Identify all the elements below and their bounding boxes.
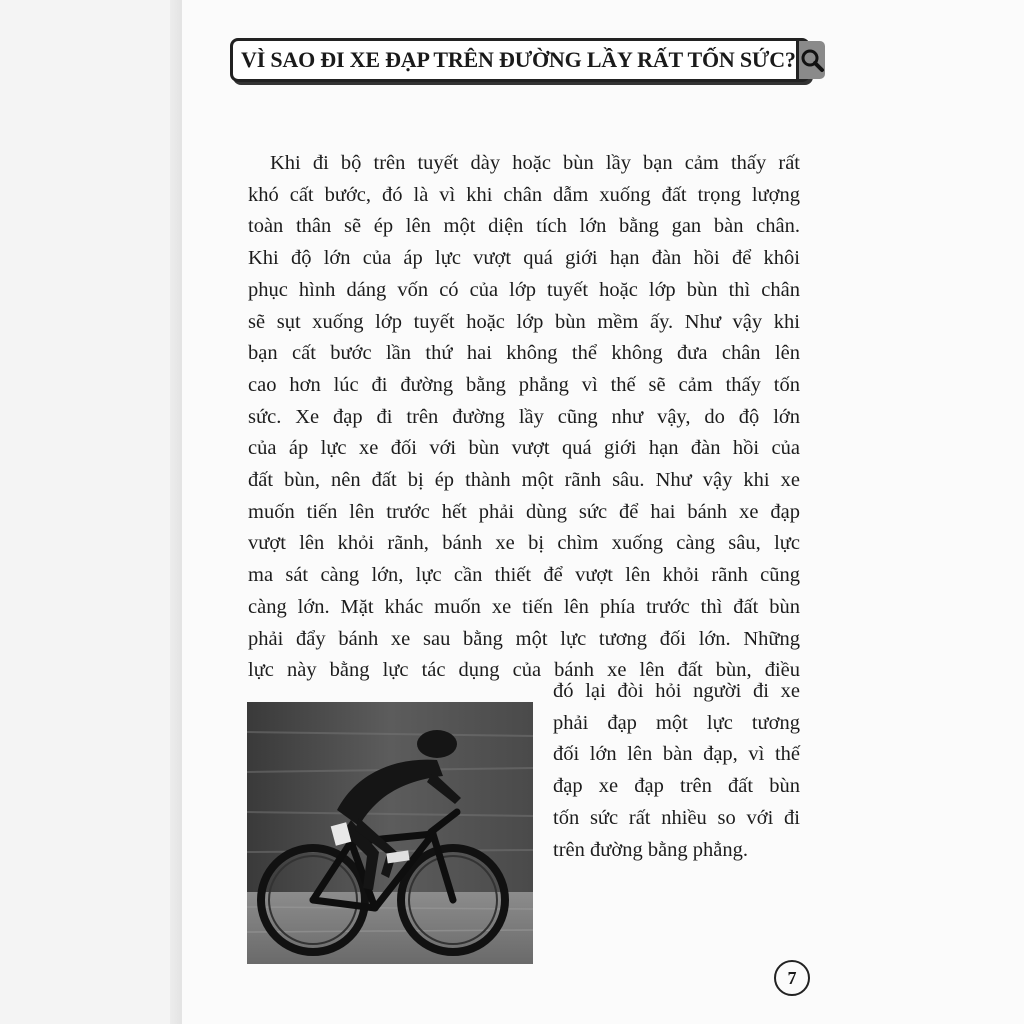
text-line: ma sát càng lớn, lực cần thiết để vượt lên khỏi rãnh cũng bbox=[248, 564, 800, 587]
search-icon-box bbox=[796, 41, 825, 79]
cyclist-photo bbox=[247, 702, 533, 964]
text-line: khó cất bước, đó là vì khi chân dẫm xuống đất trọng lượng bbox=[248, 183, 800, 206]
chapter-title: VÌ SAO ĐI XE ĐẠP TRÊN ĐƯỜNG LẦY RẤT TỐN SỨC? bbox=[241, 47, 796, 72]
text-line: trên đường bằng phẳng. bbox=[553, 838, 749, 861]
text-line: sức. Xe đạp đi trên đường lầy cũng như vậy, do độ lớn bbox=[248, 405, 800, 428]
text-line: Khi đi bộ trên tuyết dày hoặc bùn lầy bạn cảm thấy rất bbox=[270, 152, 800, 174]
text-line: cao hơn lúc đi đường bằng phẳng vì thế sẽ cảm thấy tốn bbox=[248, 373, 800, 396]
text-line: phục hình dáng vốn có của lớp tuyết hoặc lớp bùn thì chân bbox=[248, 278, 800, 301]
text-line: muốn tiến lên trước hết phải dùng sức để hai bánh xe đạp bbox=[248, 500, 800, 523]
page-number: 7 bbox=[774, 960, 810, 996]
text-line: sẽ sụt xuống lớp tuyết hoặc lớp bùn mềm ấy. Như vậy khi bbox=[248, 310, 800, 333]
text-line: vượt lên khỏi rãnh, bánh xe bị chìm xuống càng sâu, lực bbox=[248, 532, 800, 555]
wrap-text bbox=[553, 676, 800, 866]
text-line: càng lớn. Mặt khác muốn xe tiến lên phía trước thì đất bùn bbox=[248, 595, 800, 618]
text-line: tốn sức rất nhiều so với đi bbox=[553, 806, 800, 829]
body-text bbox=[248, 148, 800, 687]
cyclist-illustration bbox=[247, 702, 533, 964]
text-line: bạn cất bước lần thứ hai không thể không đưa chân lên bbox=[248, 342, 800, 365]
text-line: đó lại đòi hỏi người đi xe bbox=[553, 680, 800, 702]
text-line: lực này bằng lực tác dụng của bánh xe lên đất bùn, điều bbox=[248, 659, 800, 682]
text-line: đối lớn lên bàn đạp, vì thế bbox=[553, 743, 800, 766]
text-line: Khi độ lớn của áp lực vượt quá giới hạn đàn hồi để khôi bbox=[248, 247, 800, 270]
chapter-title-bar bbox=[230, 38, 810, 82]
text-line: đạp xe đạp trên đất bùn bbox=[553, 775, 800, 798]
text-line: phải đẩy bánh xe sau bằng một lực tương đối lớn. Những bbox=[248, 627, 800, 650]
text-line: đất bùn, nên đất bị ép thành một rãnh sâu. Như vậy khi xe bbox=[248, 469, 800, 492]
text-line: của áp lực xe đối với bùn vượt quá giới hạn đàn hồi của bbox=[248, 437, 800, 460]
text-line: phải đạp một lực tương bbox=[553, 711, 800, 734]
search-icon bbox=[799, 47, 825, 73]
text-line: toàn thân sẽ ép lên một diện tích lớn bằng gan bàn chân. bbox=[248, 215, 800, 238]
